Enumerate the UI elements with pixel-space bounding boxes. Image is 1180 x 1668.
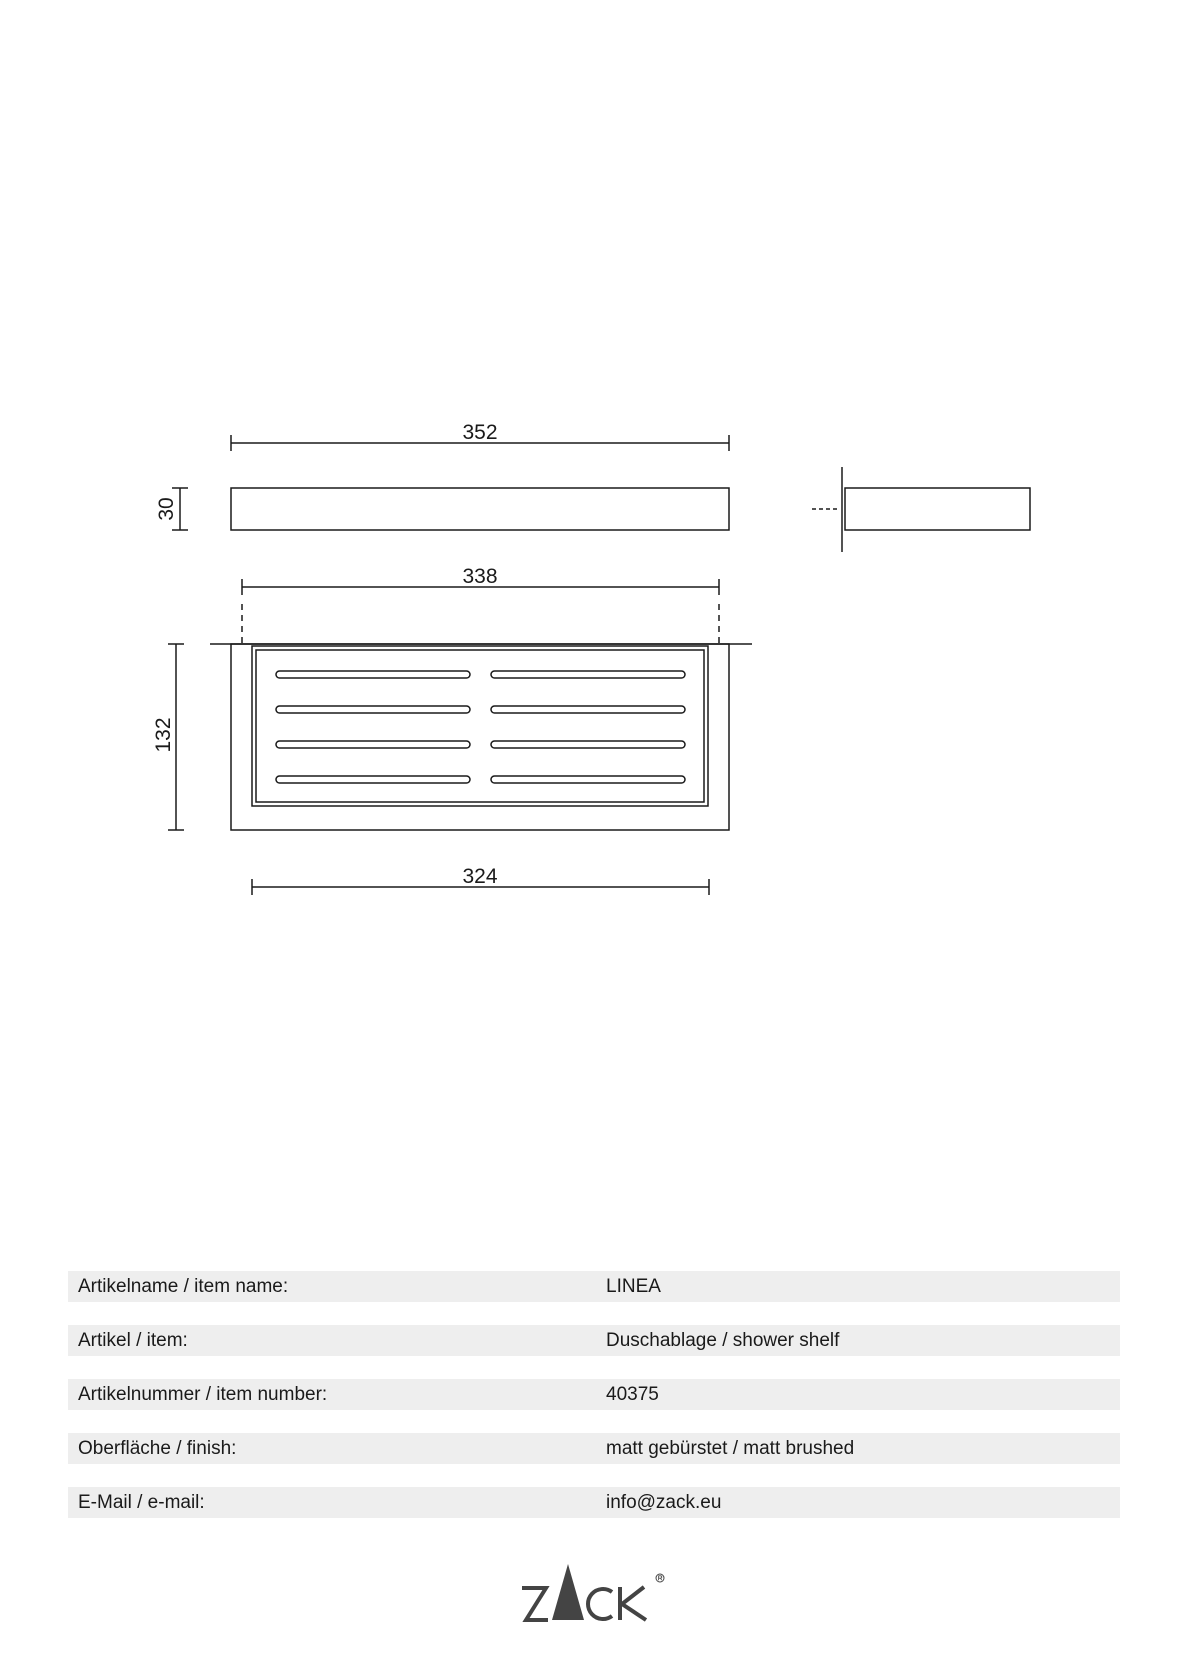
spec-value: 40375 <box>606 1384 659 1405</box>
dimension-label-bottom-width: 324 <box>462 865 498 888</box>
spec-row-email <box>68 1487 1120 1518</box>
spec-label: Artikelname / item name: <box>78 1276 289 1297</box>
spec-label: E-Mail / e-mail: <box>78 1492 205 1513</box>
spec-value: info@zack.eu <box>606 1492 722 1513</box>
spec-value: Duschablage / shower shelf <box>606 1330 840 1351</box>
dimension-label-height: 30 <box>155 497 178 521</box>
side-view <box>812 467 1030 552</box>
spec-table <box>68 1271 1120 1541</box>
spec-value: matt gebürstet / matt brushed <box>606 1438 855 1459</box>
top-view <box>210 644 752 830</box>
dimension-label-depth: 132 <box>152 717 175 753</box>
zack-logo <box>516 1556 676 1626</box>
spec-row-item <box>68 1325 1120 1356</box>
spec-label: Artikel / item: <box>78 1330 188 1351</box>
dimension-label-top-width: 352 <box>462 421 498 444</box>
spec-value: LINEA <box>606 1276 661 1297</box>
spec-row-finish <box>68 1433 1120 1464</box>
spec-label: Artikelnummer / item number: <box>78 1384 328 1405</box>
front-view <box>231 488 729 530</box>
dimension-label-inner-width: 338 <box>462 565 498 588</box>
spec-label: Oberfläche / finish: <box>78 1438 237 1459</box>
spec-row-item-number <box>68 1379 1120 1410</box>
spec-row-item-name <box>68 1271 1120 1302</box>
